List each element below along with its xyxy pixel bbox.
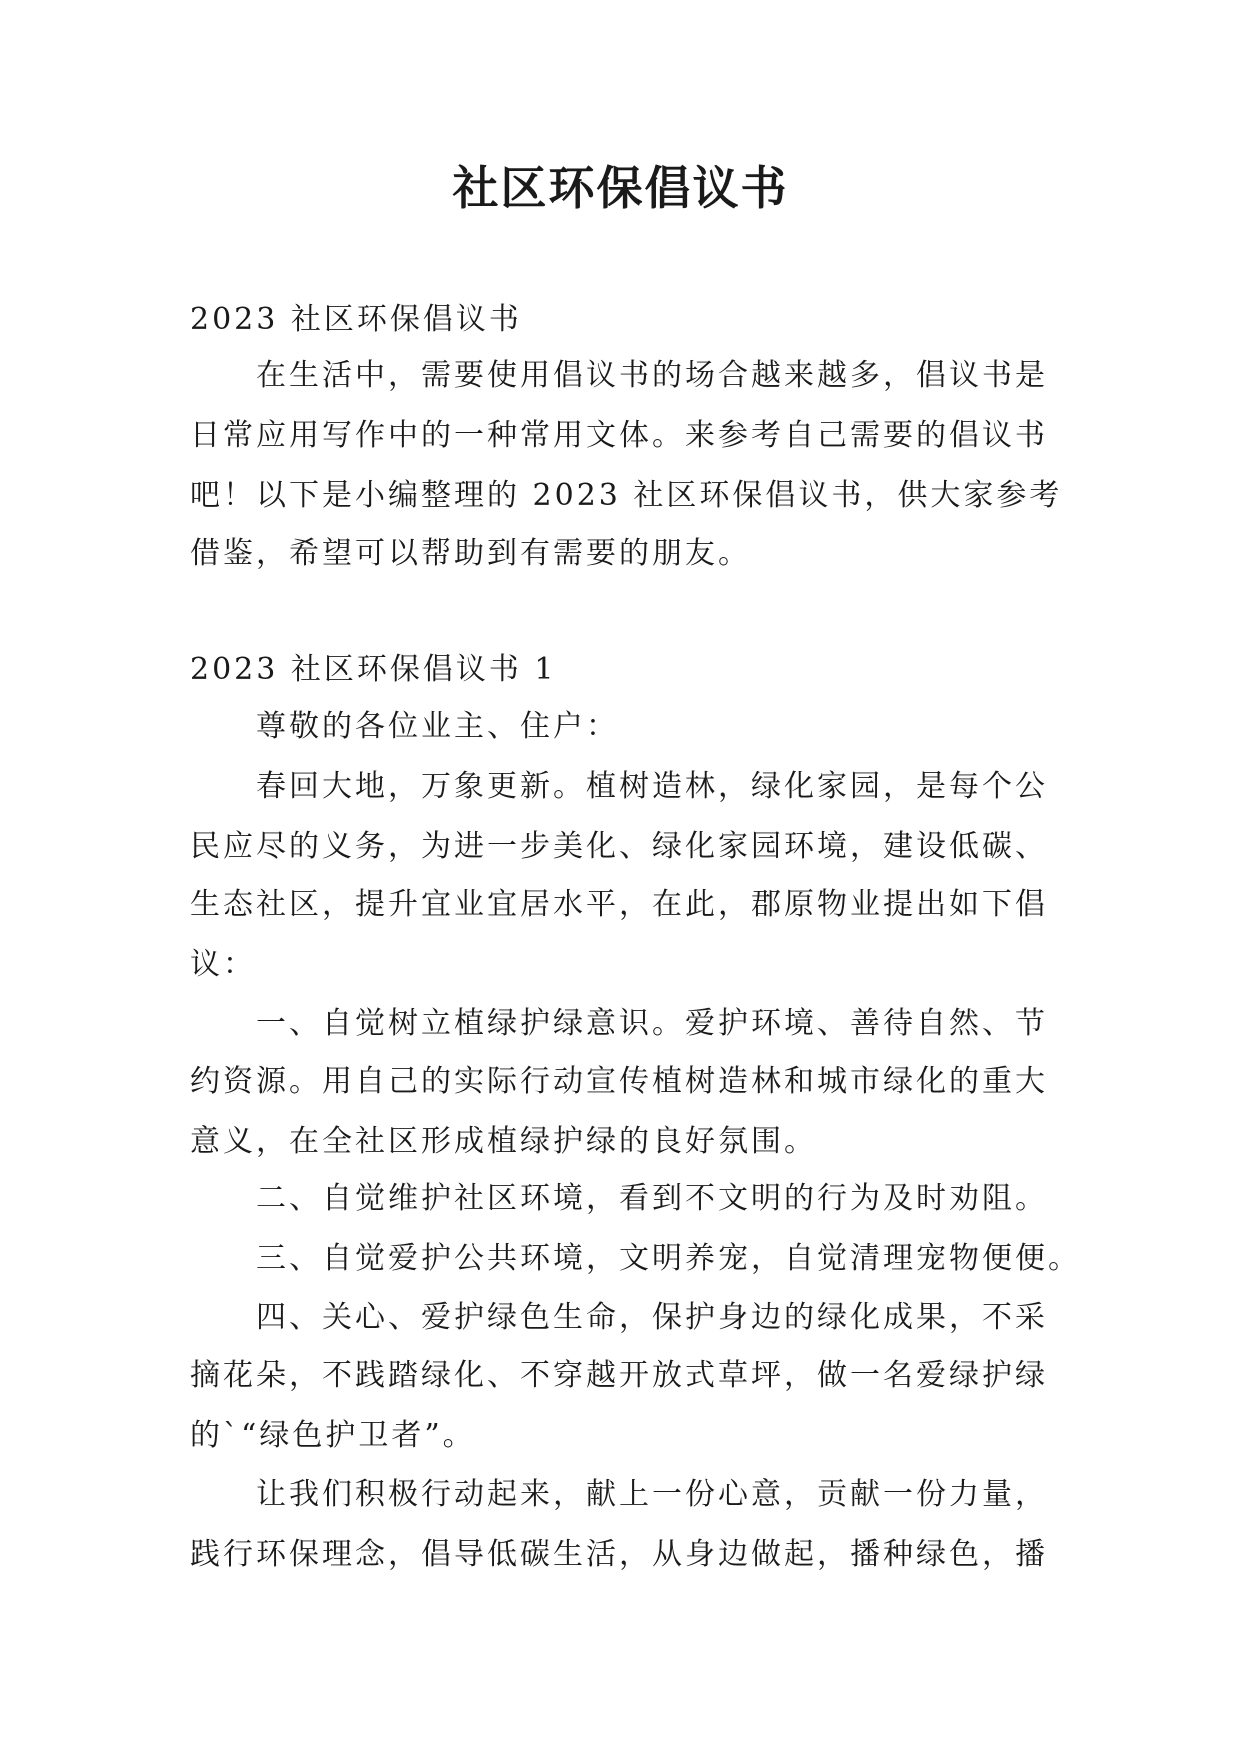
text-line: 约资源。用自己的实际行动宣传植树造林和城市绿化的重大: [190, 1064, 1048, 1099]
text-line: 三、自觉爱护公共环境，文明养宠，自觉清理宠物便便。: [256, 1241, 1081, 1276]
text-line: 让我们积极行动起来，献上一份心意，贡献一份力量，: [256, 1477, 1048, 1512]
text-line: 2023 社区环保倡议书: [190, 302, 522, 337]
text-line: 四、关心、爱护绿色生命，保护身边的绿化成果，不采: [256, 1300, 1048, 1335]
text-line: 春回大地，万象更新。植树造林，绿化家园，是每个公: [256, 769, 1048, 804]
text-line: 二、自觉维护社区环境，看到不文明的行为及时劝阻。: [256, 1181, 1048, 1216]
text-line: 借鉴，希望可以帮助到有需要的朋友。: [190, 536, 751, 571]
text-line: 一、自觉树立植绿护绿意识。爱护环境、善待自然、节: [256, 1006, 1048, 1041]
text-line: 日常应用写作中的一种常用文体。来参考自己需要的倡议书: [190, 418, 1048, 453]
text-line: 尊敬的各位业主、住户：: [256, 709, 619, 744]
text-line: 吧！以下是小编整理的 2023 社区环保倡议书，供大家参考: [190, 478, 1063, 513]
text-line: 意义，在全社区形成植绿护绿的良好氛围。: [190, 1124, 817, 1159]
text-line: 践行环保理念，倡导低碳生活，从身边做起，播种绿色，播: [190, 1537, 1048, 1572]
text-line: 民应尽的义务，为进一步美化、绿化家园环境，建设低碳、: [190, 829, 1048, 864]
text-line: 2023 社区环保倡议书 1: [190, 652, 557, 687]
text-line: 在生活中，需要使用倡议书的场合越来越多，倡议书是: [256, 358, 1048, 393]
document-title: 社区环保倡议书: [452, 161, 789, 215]
text-line: 的`“绿色护卫者”。: [190, 1418, 476, 1453]
text-line: 摘花朵，不践踏绿化、不穿越开放式草坪，做一名爱绿护绿: [190, 1358, 1048, 1393]
text-line: 议：: [190, 947, 256, 982]
text-line: 生态社区，提升宜业宜居水平，在此，郡原物业提出如下倡: [190, 887, 1048, 922]
